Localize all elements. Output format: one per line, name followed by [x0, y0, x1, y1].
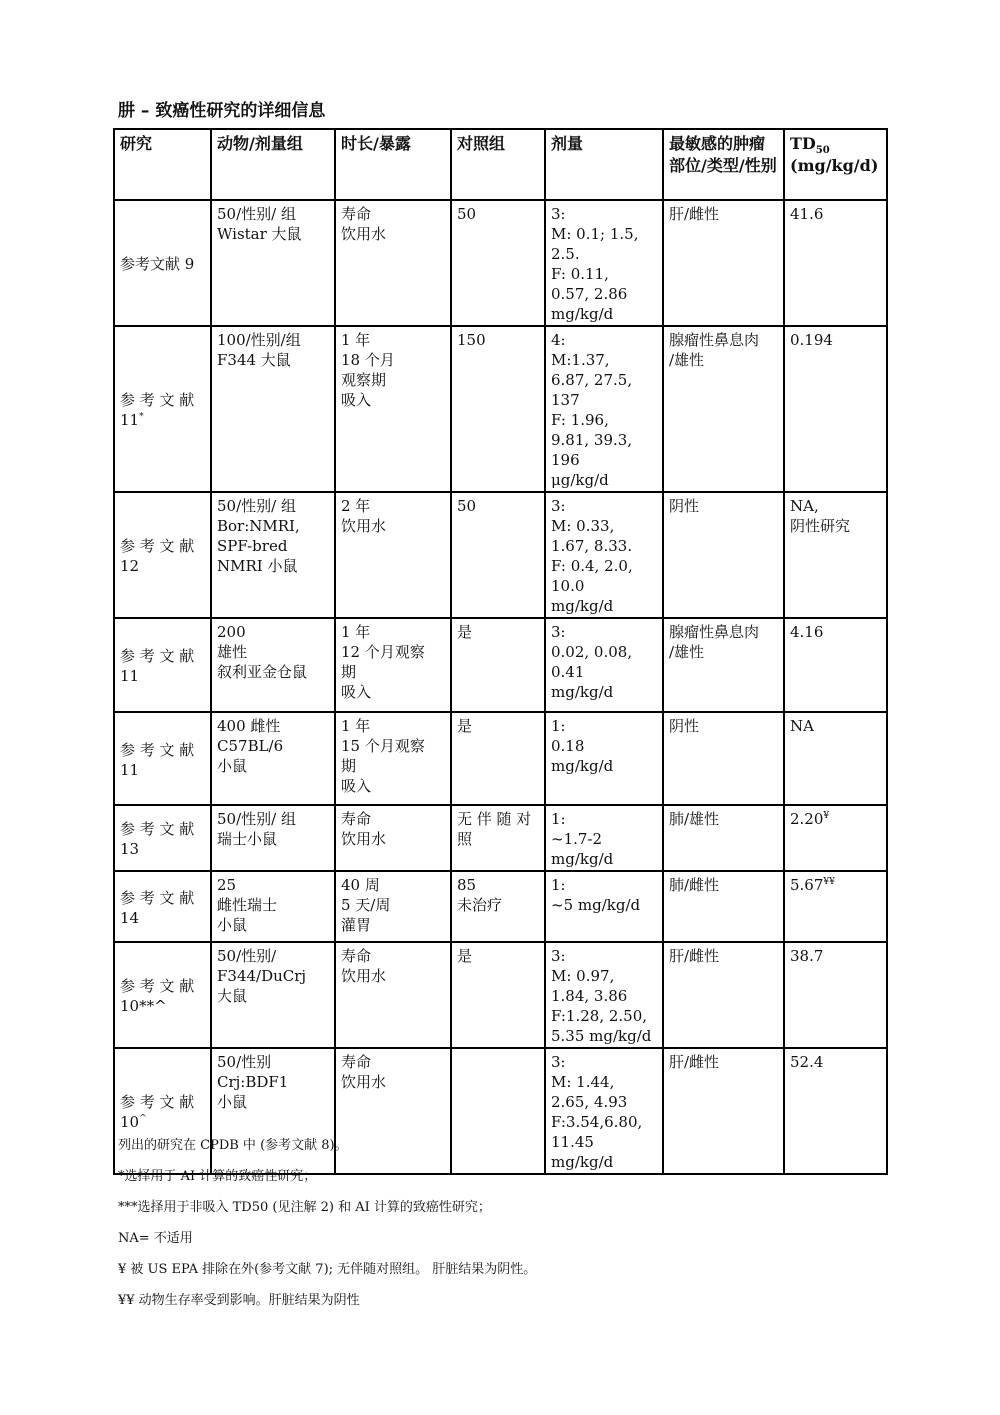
duration-line: 1 年 — [341, 623, 371, 641]
site-line: 腺瘤性鼻息肉 — [669, 623, 760, 641]
cell-animals — [211, 618, 335, 712]
dose-line: F: 1.96, — [551, 411, 609, 429]
cell-study — [114, 805, 211, 871]
duration-line: 寿命 — [341, 810, 372, 828]
cell-dose — [545, 942, 663, 1048]
control-line: 50 — [457, 497, 477, 515]
control-line: 是 — [457, 717, 473, 735]
duration-line: 1 年 — [341, 717, 371, 735]
table-body — [114, 200, 887, 1174]
duration-line: 1 年 — [341, 331, 371, 349]
td50-value: 2.20 — [790, 810, 824, 828]
carcinogenicity-table — [113, 128, 888, 1175]
td50-value: 4.16 — [790, 623, 824, 641]
animals-line: 雄性 — [217, 643, 248, 661]
dose-line: 4: — [551, 331, 566, 349]
site-line: 阴性 — [669, 497, 700, 515]
dose-line: ~1.7-2 — [551, 830, 603, 848]
cell-control — [451, 618, 545, 712]
cell-site — [663, 618, 784, 712]
duration-line: 期 — [341, 757, 357, 775]
cell-site — [663, 871, 784, 942]
table-row — [114, 805, 887, 871]
cell-duration — [335, 871, 451, 942]
study-text: 参 考 文 献 11 — [120, 740, 195, 779]
duration-line: 15 个月观察 — [341, 737, 425, 755]
control-line: 50 — [457, 205, 477, 223]
cell-dose — [545, 326, 663, 492]
dose-line: 3: — [551, 623, 566, 641]
control-line: 无 伴 随 对 — [457, 810, 532, 828]
table-row — [114, 712, 887, 805]
dose-line: 0.57, 2.86 — [551, 285, 628, 303]
dose-line: M: 1.44, — [551, 1073, 615, 1091]
cell-td50 — [784, 1048, 887, 1174]
td50-footnote-mark: ¥ — [823, 811, 830, 821]
dose-line: 2.65, 4.93 — [551, 1093, 628, 1111]
dose-line: 2.5. — [551, 245, 580, 263]
cell-duration — [335, 326, 451, 492]
footnote-line: NA= 不适用 — [118, 1231, 193, 1246]
td50-value: NA — [790, 717, 814, 735]
dose-line: 1: — [551, 810, 566, 828]
animals-line: 25 — [217, 876, 237, 894]
cell-study — [114, 326, 211, 492]
animals-line: F344/DuCrj — [217, 967, 307, 985]
duration-line: 观察期 — [341, 371, 387, 389]
dose-line: 0.41 — [551, 663, 585, 681]
site-line: /雄性 — [669, 643, 705, 661]
animals-line: 50/性别/ 组 — [217, 497, 296, 515]
dose-line: mg/kg/d — [551, 305, 614, 323]
cell-control — [451, 871, 545, 942]
dose-line: 0.18 — [551, 737, 585, 755]
site-line: 阴性 — [669, 717, 700, 735]
dose-line: ~5 mg/kg/d — [551, 896, 641, 914]
cell-td50 — [784, 200, 887, 326]
animals-line: 小鼠 — [217, 757, 248, 775]
cell-animals — [211, 942, 335, 1048]
dose-line: 5.35 mg/kg/d — [551, 1027, 652, 1045]
cell-td50 — [784, 871, 887, 942]
dose-line: M: 0.97, — [551, 967, 615, 985]
header-duration: 时长/暴露 — [335, 129, 451, 200]
cell-duration — [335, 805, 451, 871]
duration-line: 12 个月观察 — [341, 643, 425, 661]
cell-duration — [335, 618, 451, 712]
duration-line: 40 周 — [341, 876, 380, 894]
cell-duration — [335, 492, 451, 618]
study-text: 参 考 文 献 14 — [120, 888, 195, 927]
dose-line: μg/kg/d — [551, 471, 609, 489]
animals-line: 50/性别/ 组 — [217, 810, 296, 828]
duration-line: 饮用水 — [341, 830, 387, 848]
cell-study — [114, 942, 211, 1048]
duration-line: 期 — [341, 663, 357, 681]
td50-value: 52.4 — [790, 1053, 824, 1071]
animals-line: 小鼠 — [217, 1093, 248, 1111]
cell-control — [451, 712, 545, 805]
duration-line: 吸入 — [341, 777, 372, 795]
duration-line: 饮用水 — [341, 1073, 387, 1091]
control-line: 照 — [457, 830, 473, 848]
cell-study — [114, 871, 211, 942]
td50-value: 38.7 — [790, 947, 824, 965]
site-line: 肝/雌性 — [669, 947, 720, 965]
control-line: 150 — [457, 331, 486, 349]
animals-line: 雌性瑞士 — [217, 896, 278, 914]
cell-site — [663, 492, 784, 618]
dose-line: M: 0.1; 1.5, — [551, 225, 639, 243]
cell-site — [663, 712, 784, 805]
animals-line: Bor:NMRI, — [217, 517, 300, 535]
dose-line: mg/kg/d — [551, 850, 614, 868]
duration-line: 寿命 — [341, 205, 372, 223]
header-td50-sub: 50 — [815, 145, 830, 157]
header-row — [114, 129, 887, 200]
cell-animals — [211, 200, 335, 326]
study-text: 参 考 文 献 12 — [120, 537, 195, 575]
animals-line: 400 雌性 — [217, 717, 281, 735]
dose-line: 11.45 mg/kg/d — [551, 1133, 614, 1171]
cell-td50 — [784, 805, 887, 871]
table-row — [114, 326, 887, 492]
dose-line: F:3.54,6.80, — [551, 1113, 643, 1131]
cell-duration — [335, 942, 451, 1048]
site-line: 肝/雌性 — [669, 205, 720, 223]
dose-line: 3: — [551, 205, 566, 223]
table-row — [114, 492, 887, 618]
study-text: 参 考 文 献 11 — [120, 647, 195, 685]
cell-control — [451, 200, 545, 326]
duration-line: 饮用水 — [341, 967, 387, 985]
duration-line: 饮用水 — [341, 225, 387, 243]
td50-value: 41.6 — [790, 205, 824, 223]
td50-value: 5.67 — [790, 876, 824, 894]
header-site: 最敏感的肿瘤部位/类型/性别 — [663, 129, 784, 200]
footnote-line: 列出的研究在 CPDB 中 (参考文献 8)。 — [118, 1138, 348, 1153]
cell-td50 — [784, 326, 887, 492]
animals-line: F344 大鼠 — [217, 351, 291, 369]
control-line: 是 — [457, 623, 473, 641]
site-line: /雄性 — [669, 351, 705, 369]
study-footnote-mark: * — [139, 412, 144, 422]
study-footnote-mark: ^ — [139, 1114, 147, 1124]
animals-line: 50/性别/ 组 — [217, 205, 296, 223]
duration-line: 吸入 — [341, 683, 372, 701]
header-td50 — [784, 129, 887, 200]
footnote-line: *选择用于 AI 计算的致癌性研究； — [118, 1169, 317, 1184]
header-td50-main: TD — [790, 134, 816, 153]
site-line: 腺瘤性鼻息肉 — [669, 331, 760, 349]
cell-dose — [545, 618, 663, 712]
td50-value: 0.194 — [790, 331, 833, 349]
td50-value: NA, 阴性研究 — [790, 497, 851, 535]
duration-line: 5 天/周 — [341, 896, 391, 914]
header-study: 研究 — [114, 129, 211, 200]
dose-line: 9.81, 39.3, — [551, 431, 633, 449]
site-line: 肝/雌性 — [669, 1053, 720, 1071]
dose-line: 1: — [551, 876, 566, 894]
cell-td50 — [784, 942, 887, 1048]
dose-line: F:1.28, 2.50, — [551, 1007, 648, 1025]
cell-study — [114, 200, 211, 326]
animals-line: 200 — [217, 623, 246, 641]
control-line: 85 — [457, 876, 477, 894]
cell-td50 — [784, 492, 887, 618]
duration-line: 寿命 — [341, 947, 372, 965]
header-control: 对照组 — [451, 129, 545, 200]
footnote-line: ***选择用于非吸入 TD50 (见注解 2) 和 AI 计算的致癌性研究； — [118, 1200, 491, 1215]
duration-line: 18 个月 — [341, 351, 395, 369]
footnote-line: ¥¥ 动物生存率受到影响。肝脏结果为阴性 — [118, 1293, 360, 1308]
study-text: 参 考 文 献 10**^ — [120, 977, 195, 1015]
dose-line: 1.67, 8.33. — [551, 537, 633, 555]
animals-line: 50/性别 — [217, 1053, 272, 1071]
dose-line: 0.02, 0.08, — [551, 643, 633, 661]
dose-line: M:1.37, — [551, 351, 610, 369]
cell-duration — [335, 712, 451, 805]
duration-line: 饮用水 — [341, 517, 387, 535]
cell-study — [114, 712, 211, 805]
footnotes — [118, 1136, 536, 1322]
animals-line: 大鼠 — [217, 987, 248, 1005]
dose-line: mg/kg/d — [551, 683, 614, 701]
cell-study — [114, 618, 211, 712]
td50-footnote-mark: ¥¥ — [823, 877, 835, 887]
dose-line: mg/kg/d — [551, 757, 614, 775]
cell-td50 — [784, 712, 887, 805]
cell-site — [663, 326, 784, 492]
cell-dose — [545, 1048, 663, 1174]
cell-dose — [545, 492, 663, 618]
dose-line: F: 0.11, — [551, 265, 609, 283]
animals-line: 叙利亚金仓鼠 — [217, 663, 308, 681]
cell-animals — [211, 492, 335, 618]
table-row — [114, 942, 887, 1048]
cell-control — [451, 805, 545, 871]
cell-control — [451, 492, 545, 618]
cell-site — [663, 805, 784, 871]
cell-duration — [335, 200, 451, 326]
cell-site — [663, 1048, 784, 1174]
cell-animals — [211, 805, 335, 871]
animals-line: 小鼠 — [217, 916, 248, 934]
animals-line: 瑞士小鼠 — [217, 830, 278, 848]
header-td50-unit: (mg/kg/d) — [790, 156, 879, 175]
study-text: 参考文献 9 — [120, 255, 195, 273]
study-text: 参 考 文 献 13 — [120, 820, 195, 858]
animals-line: 50/性别/ — [217, 947, 277, 965]
site-line: 肺/雄性 — [669, 810, 720, 828]
table-row — [114, 618, 887, 712]
cell-dose — [545, 200, 663, 326]
study-text: 参 考 文 献 10 — [120, 1093, 195, 1131]
table-row — [114, 200, 887, 326]
cell-animals — [211, 712, 335, 805]
footnote-line: ¥ 被 US EPA 排除在外(参考文献 7); 无伴随对照组。 肝脏结果为阴性。 — [118, 1262, 537, 1277]
duration-line: 灌胃 — [341, 916, 372, 934]
header-animals: 动物/剂量组 — [211, 129, 335, 200]
dose-line: M: 0.33, — [551, 517, 615, 535]
cell-dose — [545, 805, 663, 871]
dose-line: 196 — [551, 451, 580, 469]
site-line: 肺/雌性 — [669, 876, 720, 894]
dose-line: 3: — [551, 947, 566, 965]
duration-line: 2 年 — [341, 497, 371, 515]
animals-line: 100/性别/组 — [217, 331, 301, 349]
animals-line: C57BL/6 — [217, 737, 284, 755]
dose-line: 3: — [551, 497, 566, 515]
cell-site — [663, 942, 784, 1048]
dose-line: 1.84, 3.86 — [551, 987, 628, 1005]
animals-line: NMRI 小鼠 — [217, 557, 298, 575]
table-row — [114, 871, 887, 942]
dose-line: 1: — [551, 717, 566, 735]
cell-animals — [211, 326, 335, 492]
page-title: 肼 – 致癌性研究的详细信息 — [118, 101, 326, 121]
dose-line: mg/kg/d — [551, 597, 614, 615]
dose-line: 6.87, 27.5, — [551, 371, 633, 389]
dose-line: 3: — [551, 1053, 566, 1071]
cell-study — [114, 492, 211, 618]
cell-site — [663, 200, 784, 326]
cell-control — [451, 942, 545, 1048]
dose-line: F: 0.4, 2.0, — [551, 557, 633, 575]
cell-animals — [211, 871, 335, 942]
cell-dose — [545, 712, 663, 805]
dose-line: 137 — [551, 391, 580, 409]
animals-line: SPF-bred — [217, 537, 288, 555]
cell-td50 — [784, 618, 887, 712]
animals-line: Wistar 大鼠 — [217, 225, 302, 243]
duration-line: 寿命 — [341, 1053, 372, 1071]
duration-line: 吸入 — [341, 391, 372, 409]
cell-control — [451, 326, 545, 492]
animals-line: Crj:BDF1 — [217, 1073, 289, 1091]
control-line: 未治疗 — [457, 896, 503, 914]
header-dose: 剂量 — [545, 129, 663, 200]
study-text: 参 考 文 献 11 — [120, 391, 195, 429]
cell-dose — [545, 871, 663, 942]
dose-line: 10.0 — [551, 577, 585, 595]
control-line: 是 — [457, 947, 473, 965]
